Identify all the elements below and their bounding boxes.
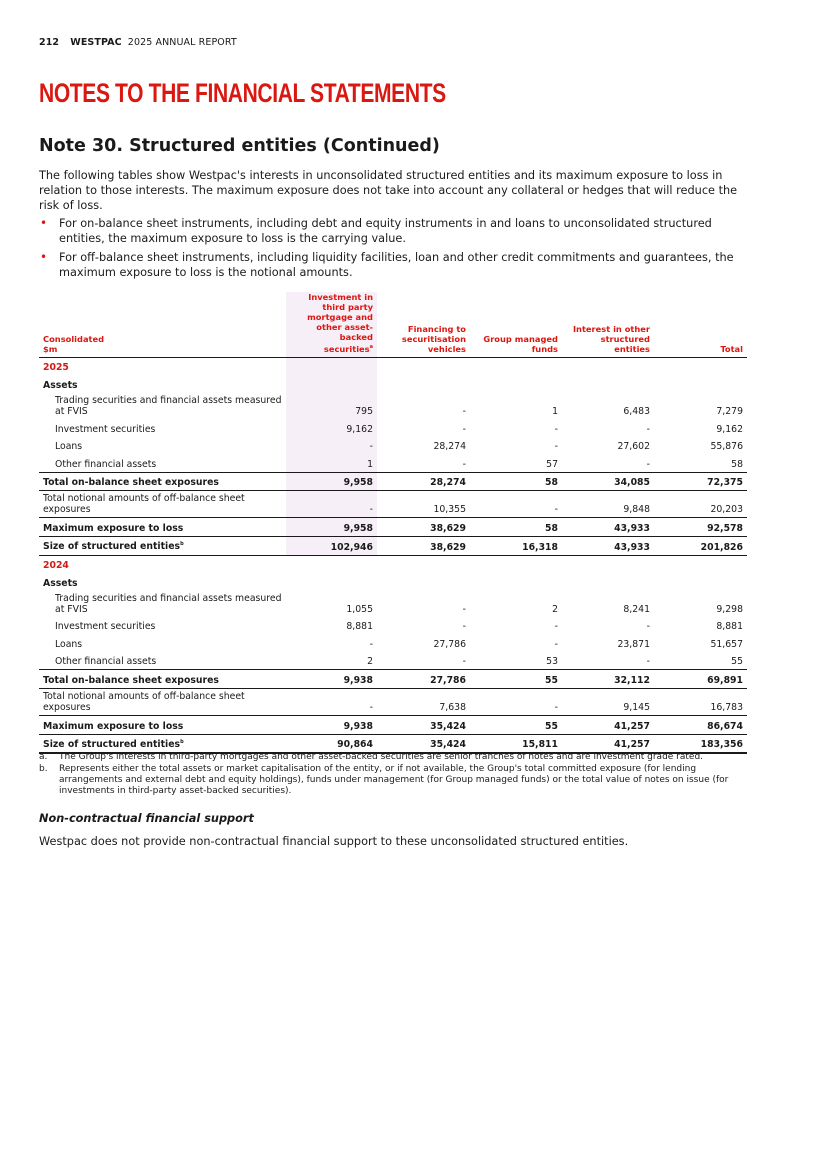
cell: - (554, 621, 558, 633)
total-row (39, 536, 747, 555)
cell: 58 (470, 472, 562, 491)
total-row (39, 670, 747, 689)
cell: 43,933 (562, 518, 654, 537)
cell: 38,629 (377, 518, 470, 537)
brand-name: WESTPAC (70, 37, 122, 48)
row-label: Total notional amounts of off-balance sheet exposures (43, 493, 245, 516)
year-row (39, 555, 747, 573)
structured-entities-table (39, 292, 747, 754)
cell: 1 (552, 405, 558, 417)
cell: 7,279 (716, 405, 743, 417)
total-row (39, 472, 747, 491)
cell: - (462, 621, 466, 633)
row-label: Loans (55, 441, 83, 453)
cell: 55 (470, 716, 562, 735)
cell: - (554, 423, 558, 435)
footnote: a. The Group's interests in third-party mortgages and other asset-backed securities are senior tranches of notes and are investment grade rated. (39, 752, 704, 762)
row-label: Investment securities (55, 423, 156, 435)
cell: - (286, 491, 377, 518)
cell: - (462, 423, 466, 435)
cell: 16,783 (710, 702, 743, 714)
cell: 57 (546, 458, 558, 470)
row-label: Size of structured entities$^b$ (39, 536, 286, 555)
table-row (39, 591, 747, 617)
header-financing-securitisation: Financing to securitisation vehicles (377, 292, 470, 357)
cell: - (462, 458, 466, 470)
cell: 35,424 (377, 716, 470, 735)
cell: 9,162 (286, 419, 377, 437)
cell: 15,811 (470, 734, 562, 753)
bullet-item (39, 250, 759, 280)
total-row (39, 518, 747, 537)
cell: 58 (470, 518, 562, 537)
cell: - (554, 638, 558, 650)
cell: 27,786 (433, 638, 466, 650)
cell: - (554, 504, 558, 516)
group-row (39, 573, 747, 591)
cell: - (646, 621, 650, 633)
row-label: Loans (55, 638, 83, 650)
cell: 7,638 (439, 702, 466, 714)
cell: 2 (367, 656, 373, 668)
cell: 27,602 (617, 441, 650, 453)
row-label: Trading securities and financial assets measured at FVIS (55, 394, 282, 417)
cell: - (554, 441, 558, 453)
cell: 23,871 (617, 638, 650, 650)
bullet-icon: • (40, 216, 48, 230)
cell: 9,848 (623, 504, 650, 516)
cell: 8,881 (346, 621, 373, 633)
total-row (39, 716, 747, 735)
row-label: Total on-balance sheet exposures (39, 670, 286, 689)
cell: 34,085 (562, 472, 654, 491)
note-title: Note 30. Structured entities (Continued) (39, 136, 440, 156)
header-investment-third-party: Investment in third party mortgage and other asset-backed securities$^a$ (286, 292, 377, 357)
cell: 10,355 (433, 504, 466, 516)
cell: - (646, 423, 650, 435)
cell: 27,786 (377, 670, 470, 689)
header-other-structured-entities: Interest in other structured entities (562, 292, 654, 357)
cell: 90,864 (286, 734, 377, 753)
cell: - (369, 702, 373, 714)
cell: 55,876 (710, 441, 743, 453)
cell: 102,946 (286, 536, 377, 555)
cell: - (369, 638, 373, 650)
table-row (39, 617, 747, 635)
cell: 1,055 (346, 603, 373, 615)
group-label: Assets (43, 577, 78, 589)
cell: 53 (546, 656, 558, 668)
group-label: Assets (43, 379, 78, 391)
row-label: Total on-balance sheet exposures (39, 472, 286, 491)
cell: 9,958 (286, 472, 377, 491)
row-label: Trading securities and financial assets measured at FVIS (55, 592, 282, 615)
cell: 16,318 (470, 536, 562, 555)
report-name: 2025 ANNUAL REPORT (127, 37, 237, 48)
cell: 58 (731, 458, 743, 470)
footnotes (39, 752, 751, 798)
cell: - (286, 437, 377, 455)
row-label: Size of structured entities$^b$ (39, 734, 286, 753)
row-label: Other financial assets (55, 458, 157, 470)
table-row (39, 689, 747, 716)
cell: 86,674 (654, 716, 747, 735)
bullet-text: For off-balance sheet instruments, including liquidity facilities, loan and other credit commitments and guarantees, the maximum exposure to loss is the notional amounts. (59, 251, 734, 279)
cell: 72,375 (654, 472, 747, 491)
cell: 28,274 (433, 441, 466, 453)
cell: 35,424 (377, 734, 470, 753)
bullet-icon: • (40, 250, 48, 264)
year-label: 2024 (43, 560, 69, 572)
table-row (39, 393, 747, 419)
page-header (39, 37, 237, 48)
cell: 69,891 (654, 670, 747, 689)
footnote: b. Represents either the total assets or market capitalisation of the entity, or if not available, the Group's total committed exposure (for lending arrangements and external debt and equity holdings), funds under management (for Group managed funds) or the total value of notes on issue (for investments in third-party asset-backed securities). (39, 764, 729, 796)
year-label: 2025 (43, 362, 69, 374)
cell: 41,257 (562, 716, 654, 735)
cell: - (462, 656, 466, 668)
cell: 9,938 (286, 716, 377, 735)
page-number: 212 (39, 37, 60, 48)
closing-paragraph: Westpac does not provide non-contractual financial support to these unconsolidated structured entities. (39, 835, 629, 848)
table-row (39, 437, 747, 455)
cell: 28,274 (377, 472, 470, 491)
subheading: Non-contractual financial support (39, 812, 254, 825)
bullet-text: For on-balance sheet instruments, including debt and equity instruments in and loans to unconsolidated structured entities, the maximum exposure to loss is the carrying value. (59, 217, 712, 245)
total-row (39, 734, 747, 753)
cell: 201,826 (654, 536, 747, 555)
cell: 55 (470, 670, 562, 689)
table-row (39, 419, 747, 437)
row-label: Maximum exposure to loss (39, 716, 286, 735)
cell: 38,629 (377, 536, 470, 555)
cell: 2 (552, 603, 558, 615)
cell: 183,356 (654, 734, 747, 753)
cell: 6,483 (623, 405, 650, 417)
table-row (39, 634, 747, 652)
cell: 9,958 (286, 518, 377, 537)
cell: 1 (286, 454, 377, 472)
cell: 92,578 (654, 518, 747, 537)
cell: 8,881 (716, 621, 743, 633)
table-row (39, 454, 747, 472)
header-consolidated: Consolidated $m (39, 292, 286, 357)
cell: 20,203 (710, 504, 743, 516)
cell: 41,257 (562, 734, 654, 753)
row-label: Investment securities (55, 621, 156, 633)
table-row (39, 491, 747, 518)
cell: 32,112 (562, 670, 654, 689)
cell: - (462, 603, 466, 615)
row-label: Total notional amounts of off-balance sheet exposures (43, 691, 245, 714)
table-row (39, 652, 747, 670)
cell: 9,938 (286, 670, 377, 689)
bullet-list (39, 216, 759, 284)
header-total: Total (654, 292, 747, 357)
cell: - (462, 405, 466, 417)
cell: 55 (731, 656, 743, 668)
header-group-managed-funds: Group managed funds (470, 292, 562, 357)
year-row (39, 357, 747, 375)
row-label: Maximum exposure to loss (39, 518, 286, 537)
group-row (39, 375, 747, 393)
cell: 9,162 (716, 423, 743, 435)
intro-paragraph: The following tables show Westpac's interests in unconsolidated structured entities and its maximum exposure to loss in relation to those interests. The maximum exposure does not take into account any collateral or hedges that will reduce the risk of loss. (39, 169, 738, 212)
cell: 43,933 (562, 536, 654, 555)
cell: - (646, 656, 650, 668)
cell: 8,241 (623, 603, 650, 615)
section-title: NOTES TO THE FINANCIAL STATEMENTS (39, 78, 446, 108)
table-header-row (39, 292, 747, 357)
cell: 9,145 (623, 702, 650, 714)
cell: 51,657 (710, 638, 743, 650)
cell: 9,298 (716, 603, 743, 615)
row-label: Other financial assets (55, 656, 157, 668)
cell: - (646, 458, 650, 470)
cell: - (554, 702, 558, 714)
bullet-item (39, 216, 759, 246)
cell: 795 (286, 393, 377, 419)
